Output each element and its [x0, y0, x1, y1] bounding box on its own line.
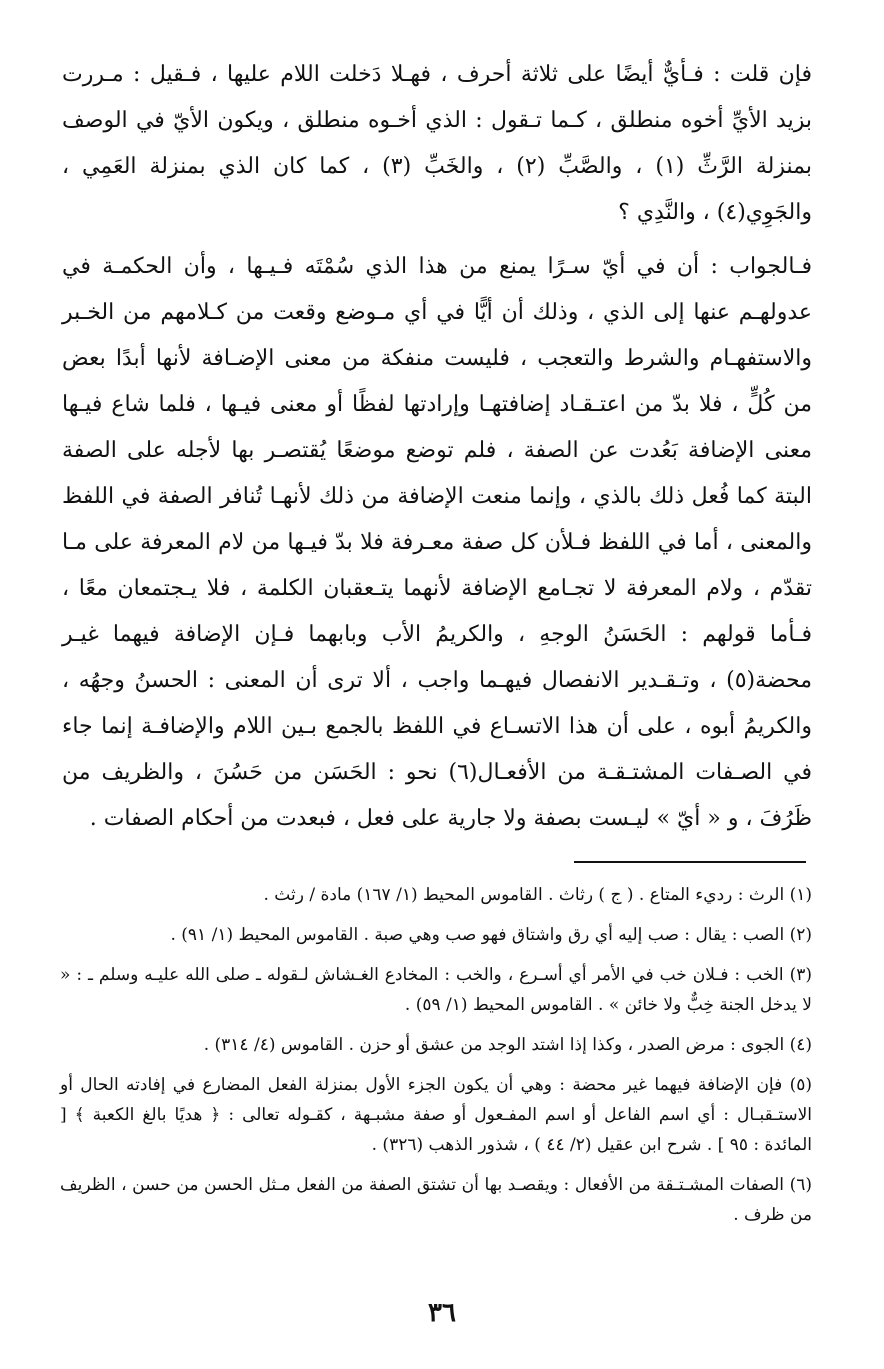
- footnote-2: (٢) الصب : يقال : صب إليه أي رق واشتاق فهو صب وهي صبة . القاموس المحيط (١/ ٩١) .: [170, 925, 812, 945]
- paragraph-answer: فـالجواب : أن في أيّ سـرًا يمنع من هذا الذي سُمْتَه فـيـها ، وأن الحكمـة في عدولهـم عنها إلى الذي ، وذلك أن أيًّا في أي مـوضع وقعت من كـلامهم من الخـبر والاستفهـام والشرط والتعجب ، فليست منفكة من معنى الإضـافة لأنها أبدًا بعض من كُلٍّ ، فلا بدّ من اعتـقـاد إضافتهـا وإرادتها لفظًا أو معنى فيـها ، فلما شاع فيـها معنى الإضافة بَعُدت عن الصفة ، فلم توضع موضعًا يُقتصـر بها لأجله على الصفة البتة كما فُعل ذلك بالذي ، وإنما منعت الإضافة من ذلك لأنهـا تُنافر الصفة في اللفظ والمعنى ، أما في اللفظ فـلأن كل صفة معـرفة فلا بدّ فيـها من لام المعرفة على مـا تقدّم ، ولام المعرفة لا تجـامع الإضافة لأنهما يتـعقبان الكلمة ، فلا يـجتمعان معًا ، فـأما قولهم : الحَسَنُ الوجهِ ، والكريمُ الأب وبابهما فـإن الإضافة فيهما غيـر محضة(٥) ، وتـقـدير الانفصال فيهـما واجب ، ألا ترى أن المعنى : الحسنُ وجهُه ، والكريمُ أبوه ، على أن هذا الاتسـاع في اللفظ بالجمع بـين اللام والإضافـة إنما جاء في الصـفات المشتـقـة من الأفعـال(٦) نحو : الحَسَن من حَسُنَ ، والظريف من ظَرُفَ ، و « أيّ » ليـست بصفة ولا جارية على فعل ، فبعدت من أحكام الصفات .: [62, 254, 812, 831]
- footnote-1: (١) الرث : رديء المتاع . ( ج ) رثاث . القاموس المحيط (١/ ١٦٧) مادة / رثث .: [263, 885, 812, 905]
- footnote-divider: [574, 861, 806, 863]
- footnote-6: (٦) الصفات المشـتـقة من الأفعال : ويقصـد بها أن تشتق الصفة من الفعل مـثل الحسن من حسن ، الظريف من ظرف .: [60, 1175, 812, 1225]
- footnote-4: (٤) الجوى : مرض الصدر ، وكذا إذا اشتد الوجد من عشق أو حزن . القاموس (٤/ ٣١٤) .: [203, 1035, 812, 1055]
- paragraph-question: فإن قلت : فـأيٌّ أيضًا على ثلاثة أحرف ، فهـلا دَخلت اللام عليها ، فـقيل : مـررت بزيد الأيِّ أخوه منطلق ، كـما تـقول : الذي أخـوه منطلق ، ويكون الأيّ في الوصف بمنزلة الرَّثِّ (١) ، والصَّبِّ (٢) ، والخَبِّ (٣) ، كما كان الذي بمنزلة العَمِي ، والجَوِي(٤) ، والنَّدِي ؟: [62, 62, 813, 225]
- footnote-5: (٥) فإن الإضافة فيهما غير محضة : وهي أن يكون الجزء الأول بمنزلة الفعل المضارع في إفادته الحال أو الاستـقبـال : أي اسم الفاعل أو اسم المفـعول أو صفة مشبـهة ، كقـوله تعالى : ﴿ هديًا بالغ الكعبة ﴾ [ المائدة : ٩٥ ] . شرح ابن عقيل (٢/ ٤٤ ) ، شذور الذهب (٣٢٦) .: [60, 1075, 812, 1155]
- footnotes: [60, 880, 812, 1240]
- main-text: [62, 52, 812, 842]
- footnote-3: (٣) الخب : فـلان خب في الأمر أي أسـرع ، والخب : المخادع الغـشاش لـقوله ـ صلى الله عليـه وسلم ـ : « لا يدخل الجنة خِبٌّ ولا خائن » . القاموس المحيط (١/ ٥٩) .: [60, 965, 812, 1015]
- page-number: ٣٦: [428, 1298, 456, 1328]
